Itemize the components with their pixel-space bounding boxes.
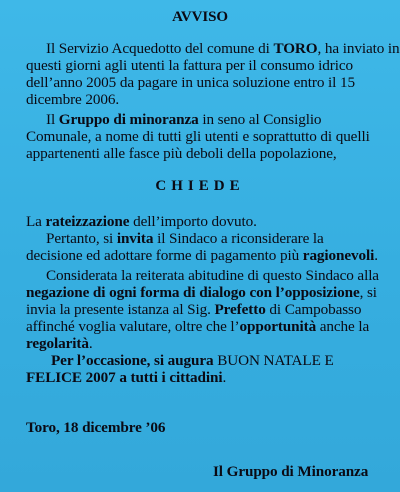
town-name: TORO (273, 40, 318, 57)
paragraph-1-line-1 (46, 40, 400, 57)
text-segment: anche la (316, 318, 370, 335)
paragraph-4-line-1 (46, 230, 324, 247)
notice-date: Toro, 18 dicembre ’06 (26, 419, 166, 436)
paragraph-4-line-2 (26, 247, 378, 264)
keyword-ragionevoli: ragionevoli (302, 247, 375, 264)
paragraph-3-line-1 (26, 213, 257, 230)
text-segment: . (222, 369, 227, 386)
notice-title: AVVISO (172, 9, 228, 25)
text-segment: invia la presente istanza al Sig. (26, 301, 215, 318)
text-segment: , ha inviato in (317, 40, 400, 57)
keyword-negazione: negazione di ogni forma di dialogo con l’opposizione (26, 284, 360, 301)
paragraph-5-line-2 (26, 284, 377, 301)
signature: Il Gruppo di Minoranza (213, 463, 369, 480)
keyword-invita: invita (116, 230, 154, 247)
text-segment: dell’importo dovuto. (129, 213, 257, 230)
text-segment: di Campobasso (265, 301, 362, 318)
greeting-buon-natale: BUON NATALE E (217, 352, 334, 369)
keyword-opportunita: opportunità (239, 318, 317, 335)
text-segment: il Sindaco a riconsiderare la (153, 230, 324, 247)
text-segment: affinché voglia valutare, oltre che l’ (26, 318, 240, 335)
text-segment: . (374, 247, 378, 264)
text-segment: FELICE 2007 a tutti i cittadini (26, 369, 223, 386)
keyword-prefetto: Prefetto (214, 301, 266, 318)
paragraph-1-line-3: dell’anno 2005 da pagare in unica soluzione entro il 15 (26, 74, 355, 91)
paragraph-5-line-4 (26, 318, 369, 335)
paragraph-2-line-2: Comunale, a nome di tutti gli utenti e soprattutto di quelli (26, 128, 370, 145)
greeting-line-1 (51, 352, 334, 369)
paragraph-5-line-3 (26, 301, 361, 318)
text-segment: decisione ed adottare forme di pagamento più (26, 247, 303, 264)
chiede-heading: CHIEDE (155, 178, 245, 194)
paragraph-1-line-2: questi giorni agli utenti la fattura per il consumo idrico (26, 57, 353, 74)
text-segment: , si (359, 284, 377, 301)
paragraph-2-line-1 (46, 111, 321, 128)
paragraph-2-line-3: appartenenti alle fasce più deboli della popolazione, (26, 145, 337, 162)
paragraph-5-line-1: Considerata la reiterata abitudine di questo Sindaco alla (46, 267, 379, 284)
greeting-line-2 (26, 369, 226, 386)
text-segment: . (88, 335, 93, 352)
text-segment: in seno al Consiglio (198, 111, 322, 128)
paragraph-1-line-4: dicembre 2006. (26, 91, 120, 108)
text-segment: Il (46, 111, 59, 128)
paragraph-5-line-5 (26, 335, 93, 352)
group-name: Gruppo di minoranza (58, 111, 199, 128)
text-segment: Pertanto, si (46, 230, 117, 247)
keyword-regolarita: regolarità (26, 335, 89, 352)
text-segment: Per l’occasione, si augura (51, 352, 218, 369)
keyword-rateizzazione: rateizzazione (45, 213, 130, 230)
text-segment: La (26, 213, 46, 230)
text-segment: Il Servizio Acquedotto del comune di (46, 40, 274, 57)
